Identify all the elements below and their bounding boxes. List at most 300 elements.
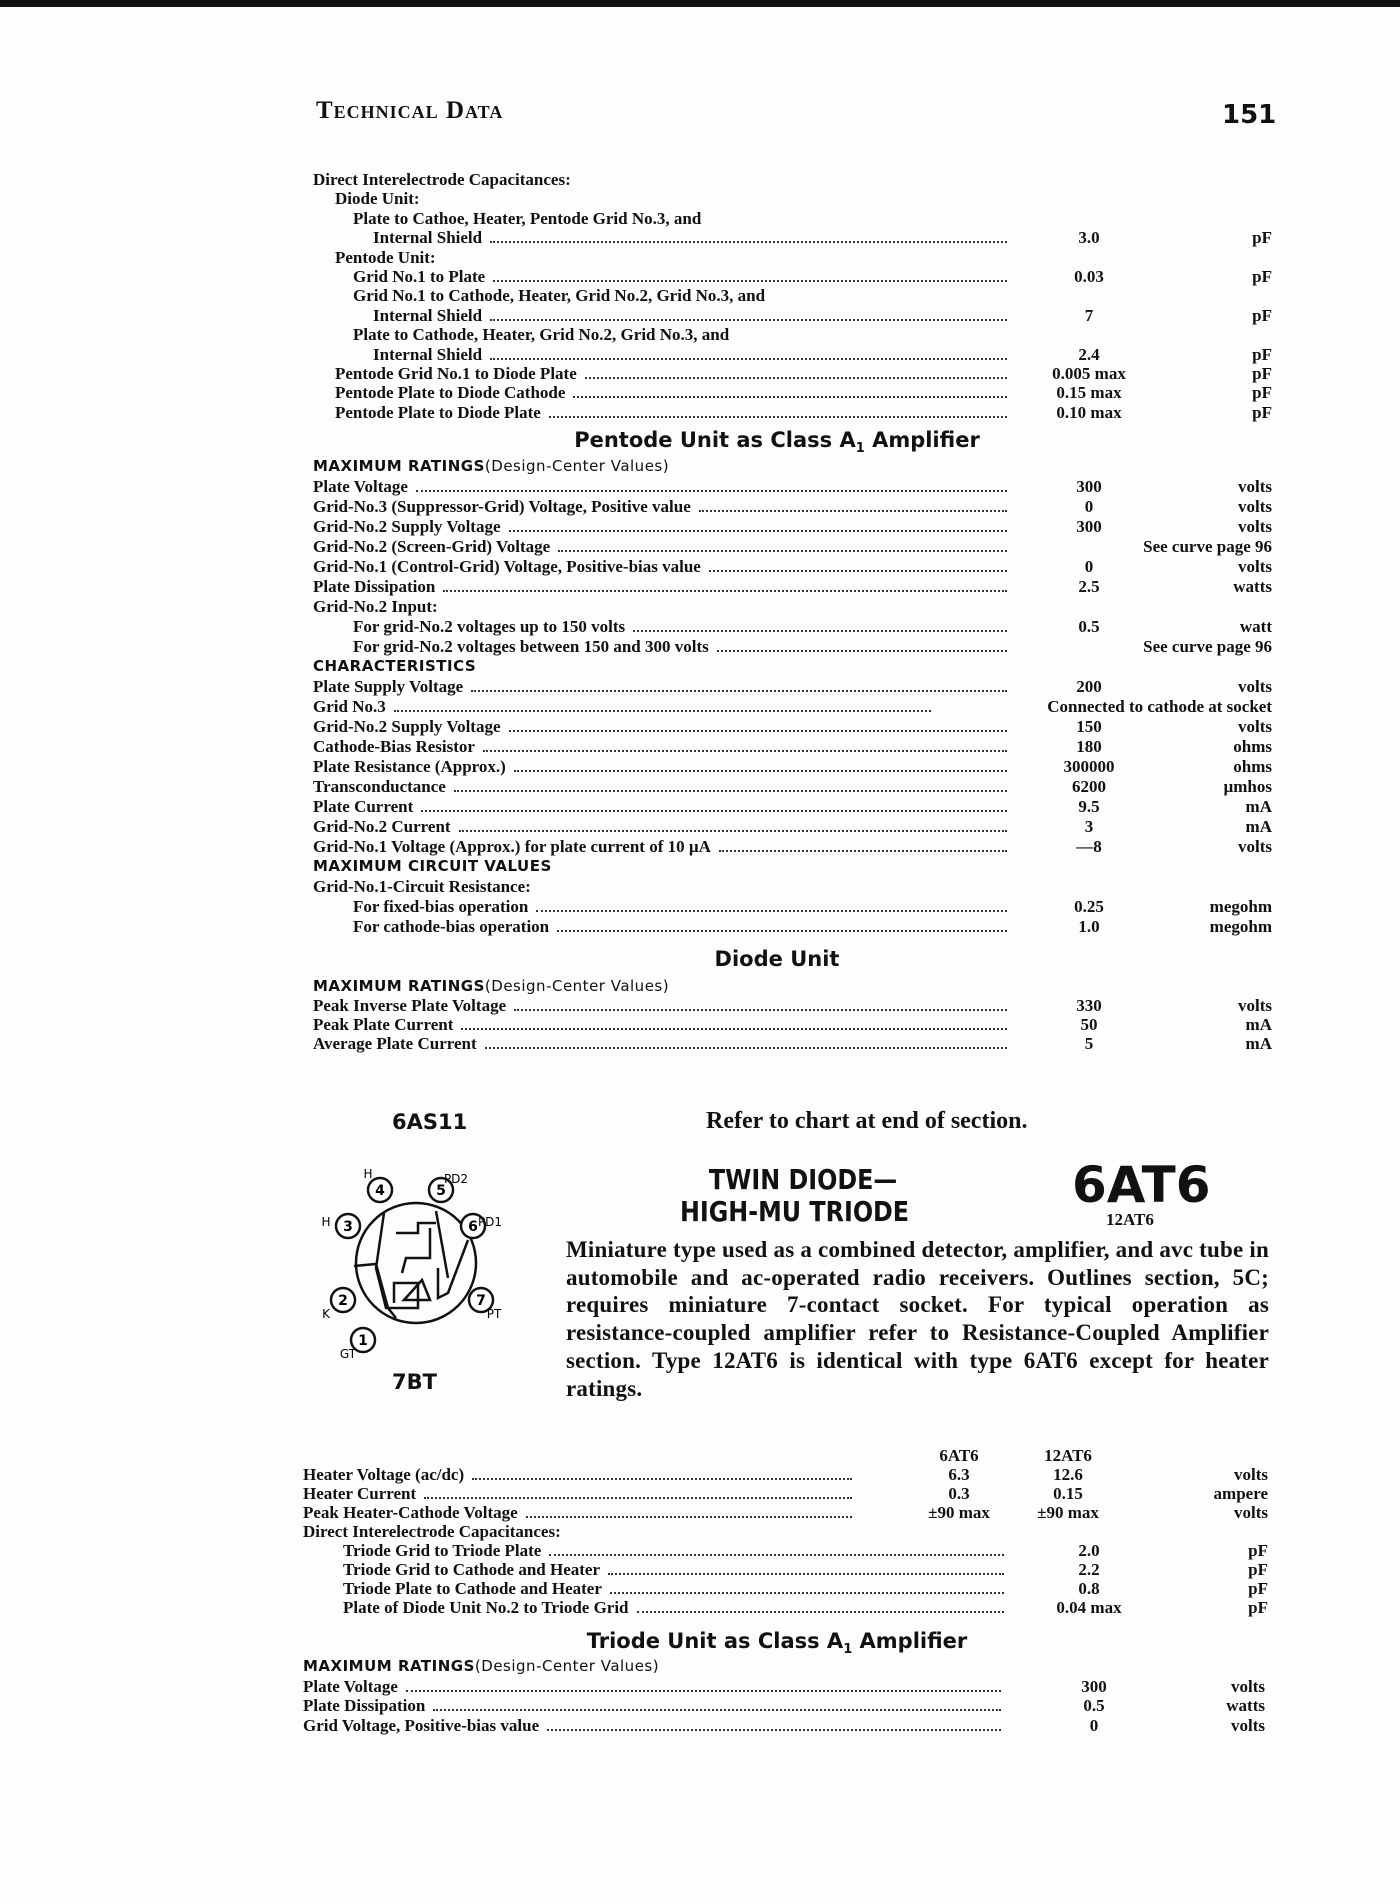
row-lead [313,577,1011,597]
data-row [0,364,1400,383]
row-label: Plate Voltage [303,1676,398,1696]
row-label-note: (Design-Center Values) [484,977,670,995]
data-row [0,977,1400,996]
row-lead [313,457,669,475]
row-lead [353,917,1011,937]
row-label: Grid-No.1 (Control-Grid) Voltage, Positive-bias value [313,557,701,576]
row-value: 0.5 [1083,1696,1105,1715]
row-value: 300000 [1063,757,1115,776]
row-label: MAXIMUM RATINGS [313,977,485,995]
data-row [0,1579,1400,1598]
row-label: Direct Interelectrode Capacitances: [303,1522,561,1541]
row-label: Heater Voltage (ac/dc) [303,1465,465,1484]
row-label: Triode Plate to Cathode and Heater [343,1579,602,1598]
row-lead [313,797,1011,817]
row-value: 300 [1076,517,1102,536]
row-lead [335,364,1011,384]
row-value: 0.005 max [1052,363,1126,383]
row-label: Plate Current [313,797,414,816]
data-row [0,345,1400,364]
row-label: Plate Dissipation [303,1696,426,1715]
dot-leader [699,509,1007,512]
dot-leader [709,569,1007,572]
row-label: Plate to Cathoe, Heater, Pentode Grid No.3, and [353,208,702,228]
data-row [0,1541,1400,1560]
row-lead [313,657,476,675]
dot-leader [585,376,1007,379]
dot-leader [485,1046,1007,1049]
row-lead [335,383,1011,403]
dot-leader [526,1515,852,1518]
row-label: Internal Shield [373,228,483,248]
data-row [0,1465,1400,1484]
row-label: Internal Shield [373,305,483,325]
row-unit: pF [1248,1579,1268,1598]
row-value: 0 [1089,1715,1099,1735]
row-lead [373,228,1011,248]
row-unit: ampere [1213,1484,1268,1503]
row-label: Grid Voltage, Positive-bias value [303,1715,540,1735]
row-value: 0.5 [1078,617,1100,636]
heater-table-header [0,1446,1400,1465]
row-label: For grid-No.2 voltages up to 150 volts [353,617,626,636]
dot-leader [416,489,1007,492]
row-unit: mA [1245,797,1272,816]
pin-number: 2 [338,1293,348,1309]
column-header-6at6: 6AT6 [939,1446,979,1465]
row-lead [313,697,935,717]
row-unit: pF [1252,228,1272,248]
data-row [0,537,1400,557]
row-unit: watts [1233,577,1272,596]
row-label: Average Plate Current [313,1034,477,1053]
row-value: —8 [1076,837,1102,856]
data-row [0,517,1400,537]
data-row [0,777,1400,797]
row-lead [335,248,436,268]
diode-block [0,977,1400,1053]
dot-leader [454,789,1007,792]
row-label: Grid No.1 to Cathode, Heater, Grid No.2, Grid No.3, and [353,286,766,306]
dot-leader [472,1477,852,1480]
tube-type: 6AT6 [1072,1156,1211,1214]
dot-leader [549,415,1007,418]
row-lead [313,857,552,875]
row-lead [313,1015,1011,1035]
row-lead [303,1484,856,1504]
row-label: Peak Plate Current [313,1015,454,1034]
row-label: CHARACTERISTICS [313,657,477,675]
running-header: Technical Data [316,97,504,124]
capacitances-block [0,170,1400,422]
row-label-note: (Design-Center Values) [474,1657,660,1675]
row-value: 3 [1084,817,1094,836]
row-value: 2.2 [1078,1560,1100,1579]
row-lead [353,286,765,306]
pin-label: PT [486,1307,502,1321]
page-number: 151 [1222,100,1277,130]
row-value: 2.4 [1078,344,1100,364]
row-value: 0.8 [1078,1579,1100,1598]
row-lead [313,717,1011,737]
row-label: Grid-No.2 Supply Voltage [313,717,501,736]
row-lead [313,757,1011,777]
row-value: 1.0 [1078,917,1100,936]
row-lead [313,817,1011,837]
row-label: Pentode Plate to Diode Cathode [335,383,566,403]
dot-leader [394,709,931,712]
row-label: Direct Interelectrode Capacitances: [313,170,571,189]
row-label: Pentode Unit: [335,247,436,267]
row-lead [373,345,1011,365]
row-lead [335,403,1011,423]
heater-table [0,1465,1400,1617]
row-value-6at6: 0.3 [948,1484,970,1503]
row-value: 330 [1076,996,1102,1015]
dot-leader [490,240,1007,243]
dot-leader [483,749,1007,752]
basing-diagram [318,1168,518,1363]
dot-leader [433,1708,1001,1711]
row-value: 0 [1084,557,1094,576]
row-unit: mA [1245,1015,1272,1034]
dot-leader [633,629,1007,632]
row-unit: See curve page 96 [1143,637,1272,656]
row-value: 5 [1084,1034,1094,1053]
row-unit: See curve page 96 [1143,537,1272,556]
row-unit: volts [1238,717,1272,736]
row-label: MAXIMUM RATINGS [303,1657,475,1675]
row-label: Peak Heater-Cathode Voltage [303,1503,518,1522]
row-lead [303,1677,1005,1697]
row-unit: volts [1238,996,1272,1015]
dot-leader [443,589,1007,592]
data-row [0,306,1400,325]
row-lead [343,1579,1008,1599]
data-row [0,170,1400,189]
row-value: 50 [1080,1015,1098,1034]
row-label: Plate Voltage [313,477,408,496]
row-unit: volts [1231,1676,1265,1696]
row-label: Triode Grid to Cathode and Heater [343,1560,601,1579]
data-row [0,286,1400,305]
title-line: TWIN DIODE— [708,1163,898,1196]
alt-tube-type: 12AT6 [1106,1210,1154,1229]
row-label: Plate Resistance (Approx.) [313,757,506,776]
row-lead [313,477,1011,497]
data-row [0,677,1400,697]
dot-leader [557,929,1007,932]
data-row [0,797,1400,817]
row-label: Internal Shield [373,344,483,364]
row-label: Grid-No.2 Supply Voltage [313,517,501,536]
row-label: Grid-No.3 (Suppressor-Grid) Voltage, Positive value [313,497,691,516]
row-unit: megohm [1209,917,1272,936]
data-row [0,497,1400,517]
row-unit: volts [1238,497,1272,516]
data-row [0,557,1400,577]
row-label: Grid-No.1 Voltage (Approx.) for plate current of 10 µA [313,837,711,856]
row-unit: ohms [1233,737,1272,756]
row-lead [313,677,1011,697]
dot-leader [719,849,1007,852]
row-lead [343,1541,1008,1561]
row-lead [353,637,1011,657]
column-header-12at6: 12AT6 [1044,1446,1092,1465]
dot-leader [509,529,1007,532]
row-value: 200 [1076,677,1102,696]
pin-number: 7 [476,1293,486,1309]
row-unit: volts [1238,557,1272,576]
row-label: Grid-No.2 Input: [313,597,438,616]
row-label: Grid-No.2 Current [313,817,451,836]
tube-6as11-name: 6AS11 [392,1110,468,1134]
pin-label: PD1 [477,1215,503,1229]
data-row [0,457,1400,477]
row-lead [313,996,1011,1016]
row-label: Cathode-Bias Resistor [313,737,475,756]
data-row [0,617,1400,637]
row-lead [313,497,1011,517]
data-row [0,757,1400,777]
dot-leader [509,729,1007,732]
row-unit: watt [1239,617,1272,636]
data-row [0,189,1400,208]
row-value-6at6: 6.3 [948,1465,970,1484]
data-row [0,383,1400,402]
data-row [0,996,1400,1015]
row-label: Peak Inverse Plate Voltage [313,996,507,1015]
row-unit: pF [1248,1560,1268,1579]
data-row [0,597,1400,617]
row-label: Triode Grid to Triode Plate [343,1541,542,1560]
dot-leader [490,318,1007,321]
row-lead [313,837,1011,857]
row-unit: pF [1252,305,1272,325]
data-row [0,267,1400,286]
dot-leader [493,279,1007,282]
row-label: For fixed-bias operation [353,897,529,916]
data-row [0,1677,1400,1697]
row-label: Pentode Plate to Diode Plate [335,402,541,422]
row-lead [313,1034,1011,1054]
dot-leader [490,357,1007,360]
diode-heading: Diode Unit [714,947,840,971]
row-lead [335,189,420,209]
row-lead [353,209,701,229]
row-value-12at6: 12.6 [1053,1465,1083,1484]
row-label: Plate to Cathode, Heater, Grid No.2, Grid No.3, and [353,325,730,345]
data-row [0,209,1400,228]
scan-border [0,0,1400,7]
row-lead [353,897,1011,917]
pentode-block [0,457,1400,937]
data-row [0,897,1400,917]
title-line: HIGH-MU TRIODE [680,1195,910,1228]
row-lead [313,517,1011,537]
dot-leader [406,1689,1001,1692]
row-lead [303,1503,856,1523]
data-row [0,717,1400,737]
tube-description-title [680,1164,909,1228]
data-row [0,1034,1400,1053]
row-unit: mA [1245,817,1272,836]
row-label: Plate of Diode Unit No.2 to Triode Grid [343,1598,629,1617]
data-row [0,248,1400,267]
row-unit: ohms [1233,757,1272,776]
row-unit: pF [1252,363,1272,383]
row-value: 0.04 max [1056,1598,1122,1617]
pin-number: 6 [468,1219,478,1235]
row-label: Pentode Grid No.1 to Diode Plate [335,363,577,383]
dot-leader [514,769,1007,772]
row-label: For grid-No.2 voltages between 150 and 300 volts [353,637,709,656]
data-row [0,697,1400,717]
row-value: 150 [1076,717,1102,736]
data-row [0,837,1400,857]
data-row [0,1522,1400,1541]
row-value: 180 [1076,737,1102,756]
row-unit: watts [1226,1696,1265,1715]
row-lead [313,777,1011,797]
pin-label: H [321,1215,331,1229]
row-unit: pF [1252,266,1272,286]
data-row [0,877,1400,897]
data-row [0,1503,1400,1522]
row-lead [303,1657,659,1675]
row-lead [343,1560,1008,1580]
row-unit: Connected to cathode at socket [1047,697,1272,716]
dot-leader [549,1553,1004,1556]
dot-leader [514,1008,1007,1011]
row-unit: pF [1252,402,1272,422]
data-row [0,1696,1400,1716]
row-value: 0 [1084,497,1094,516]
pin-number: 4 [375,1183,385,1199]
row-lead [313,557,1011,577]
row-lead [313,877,531,897]
row-unit: volts [1238,837,1272,856]
tube-description: Miniature type used as a combined detector, amplifier, and avc tube in automobile and ac-operated radio receivers. Outlines section, 5C; requires miniature 7-contact socket. For typical operation as resistance-coupled amplifier refer to Resistance-Coupled Amplifier section. Type 12AT6 is identical with type 6AT6 except for heater ratings. [566,1237,1269,1401]
dot-leader [558,549,1007,552]
basing-code: 7BT [392,1370,437,1394]
pentode-heading [574,428,980,456]
row-unit: volts [1234,1503,1268,1522]
row-value: 7 [1084,305,1094,325]
row-lead [343,1598,1008,1618]
row-unit: volts [1234,1465,1268,1484]
row-label-note: (Design-Center Values) [484,457,670,475]
data-row [0,477,1400,497]
row-value: 9.5 [1078,797,1100,816]
row-lead [353,617,1011,637]
data-row [0,577,1400,597]
data-row [0,1015,1400,1034]
row-lead [313,537,1011,557]
row-label: Grid No.1 to Plate [353,266,486,286]
row-label: Diode Unit: [335,189,420,209]
dot-leader [471,689,1007,692]
pin-label: GT [339,1347,357,1361]
dot-leader [461,1027,1007,1030]
row-value: 300 [1081,1676,1107,1696]
row-value: 0.25 [1074,897,1104,916]
pin-label: H [363,1168,373,1181]
dot-leader [424,1496,852,1499]
triode-block [0,1657,1400,1735]
row-value: 6200 [1072,777,1106,796]
row-label: Grid-No.2 (Screen-Grid) Voltage [313,537,551,556]
data-row [0,1560,1400,1579]
row-lead [353,325,729,345]
row-unit: volts [1238,477,1272,496]
data-row [0,917,1400,937]
dot-leader [536,909,1007,912]
row-value-12at6: 0.15 [1053,1484,1083,1503]
pin-number: 1 [358,1333,368,1349]
triode-heading [587,1629,968,1657]
row-value: 2.0 [1078,1541,1100,1560]
row-label: MAXIMUM CIRCUIT VALUES [313,857,552,875]
row-unit: volts [1231,1715,1265,1735]
row-unit: pF [1252,344,1272,364]
row-value: 2.5 [1078,577,1100,596]
data-row [0,737,1400,757]
dot-leader [459,829,1007,832]
tube-6as11-note: Refer to chart at end of section. [706,1108,1028,1134]
row-lead [313,977,669,995]
row-value: 0.15 max [1056,383,1122,403]
row-label: Heater Current [303,1484,417,1503]
heading-text: Amplifier [852,1629,968,1653]
pin-number: 3 [343,1219,353,1235]
pin-label: PD2 [443,1172,469,1186]
data-row [0,657,1400,677]
row-lead [313,737,1011,757]
row-value-6at6: ±90 max [928,1503,990,1522]
dot-leader [608,1572,1004,1575]
data-row [0,637,1400,657]
row-lead [313,170,571,190]
data-row [0,228,1400,247]
row-lead [313,597,438,617]
heading-text: Amplifier [864,428,980,452]
pin-label: K [322,1307,330,1321]
data-row [0,1657,1400,1677]
data-row [0,1484,1400,1503]
dot-leader [421,809,1007,812]
row-unit: pF [1248,1541,1268,1560]
dot-leader [717,649,1007,652]
data-row [0,857,1400,877]
heading-subscript: 1 [843,1642,853,1658]
dot-leader [547,1728,1001,1731]
row-label: Grid No.3 [313,697,386,716]
row-label: MAXIMUM RATINGS [313,457,485,475]
row-value: 300 [1076,477,1102,496]
pin-number: 5 [436,1183,446,1199]
row-value: 3.0 [1078,228,1100,248]
data-row [0,817,1400,837]
row-label: Grid-No.1-Circuit Resistance: [313,877,531,896]
row-unit: µmhos [1223,777,1272,796]
row-unit: megohm [1209,897,1272,916]
dot-leader [573,395,1007,398]
data-row [0,1716,1400,1736]
row-unit: pF [1252,383,1272,403]
data-row [0,325,1400,344]
row-lead [303,1465,856,1485]
